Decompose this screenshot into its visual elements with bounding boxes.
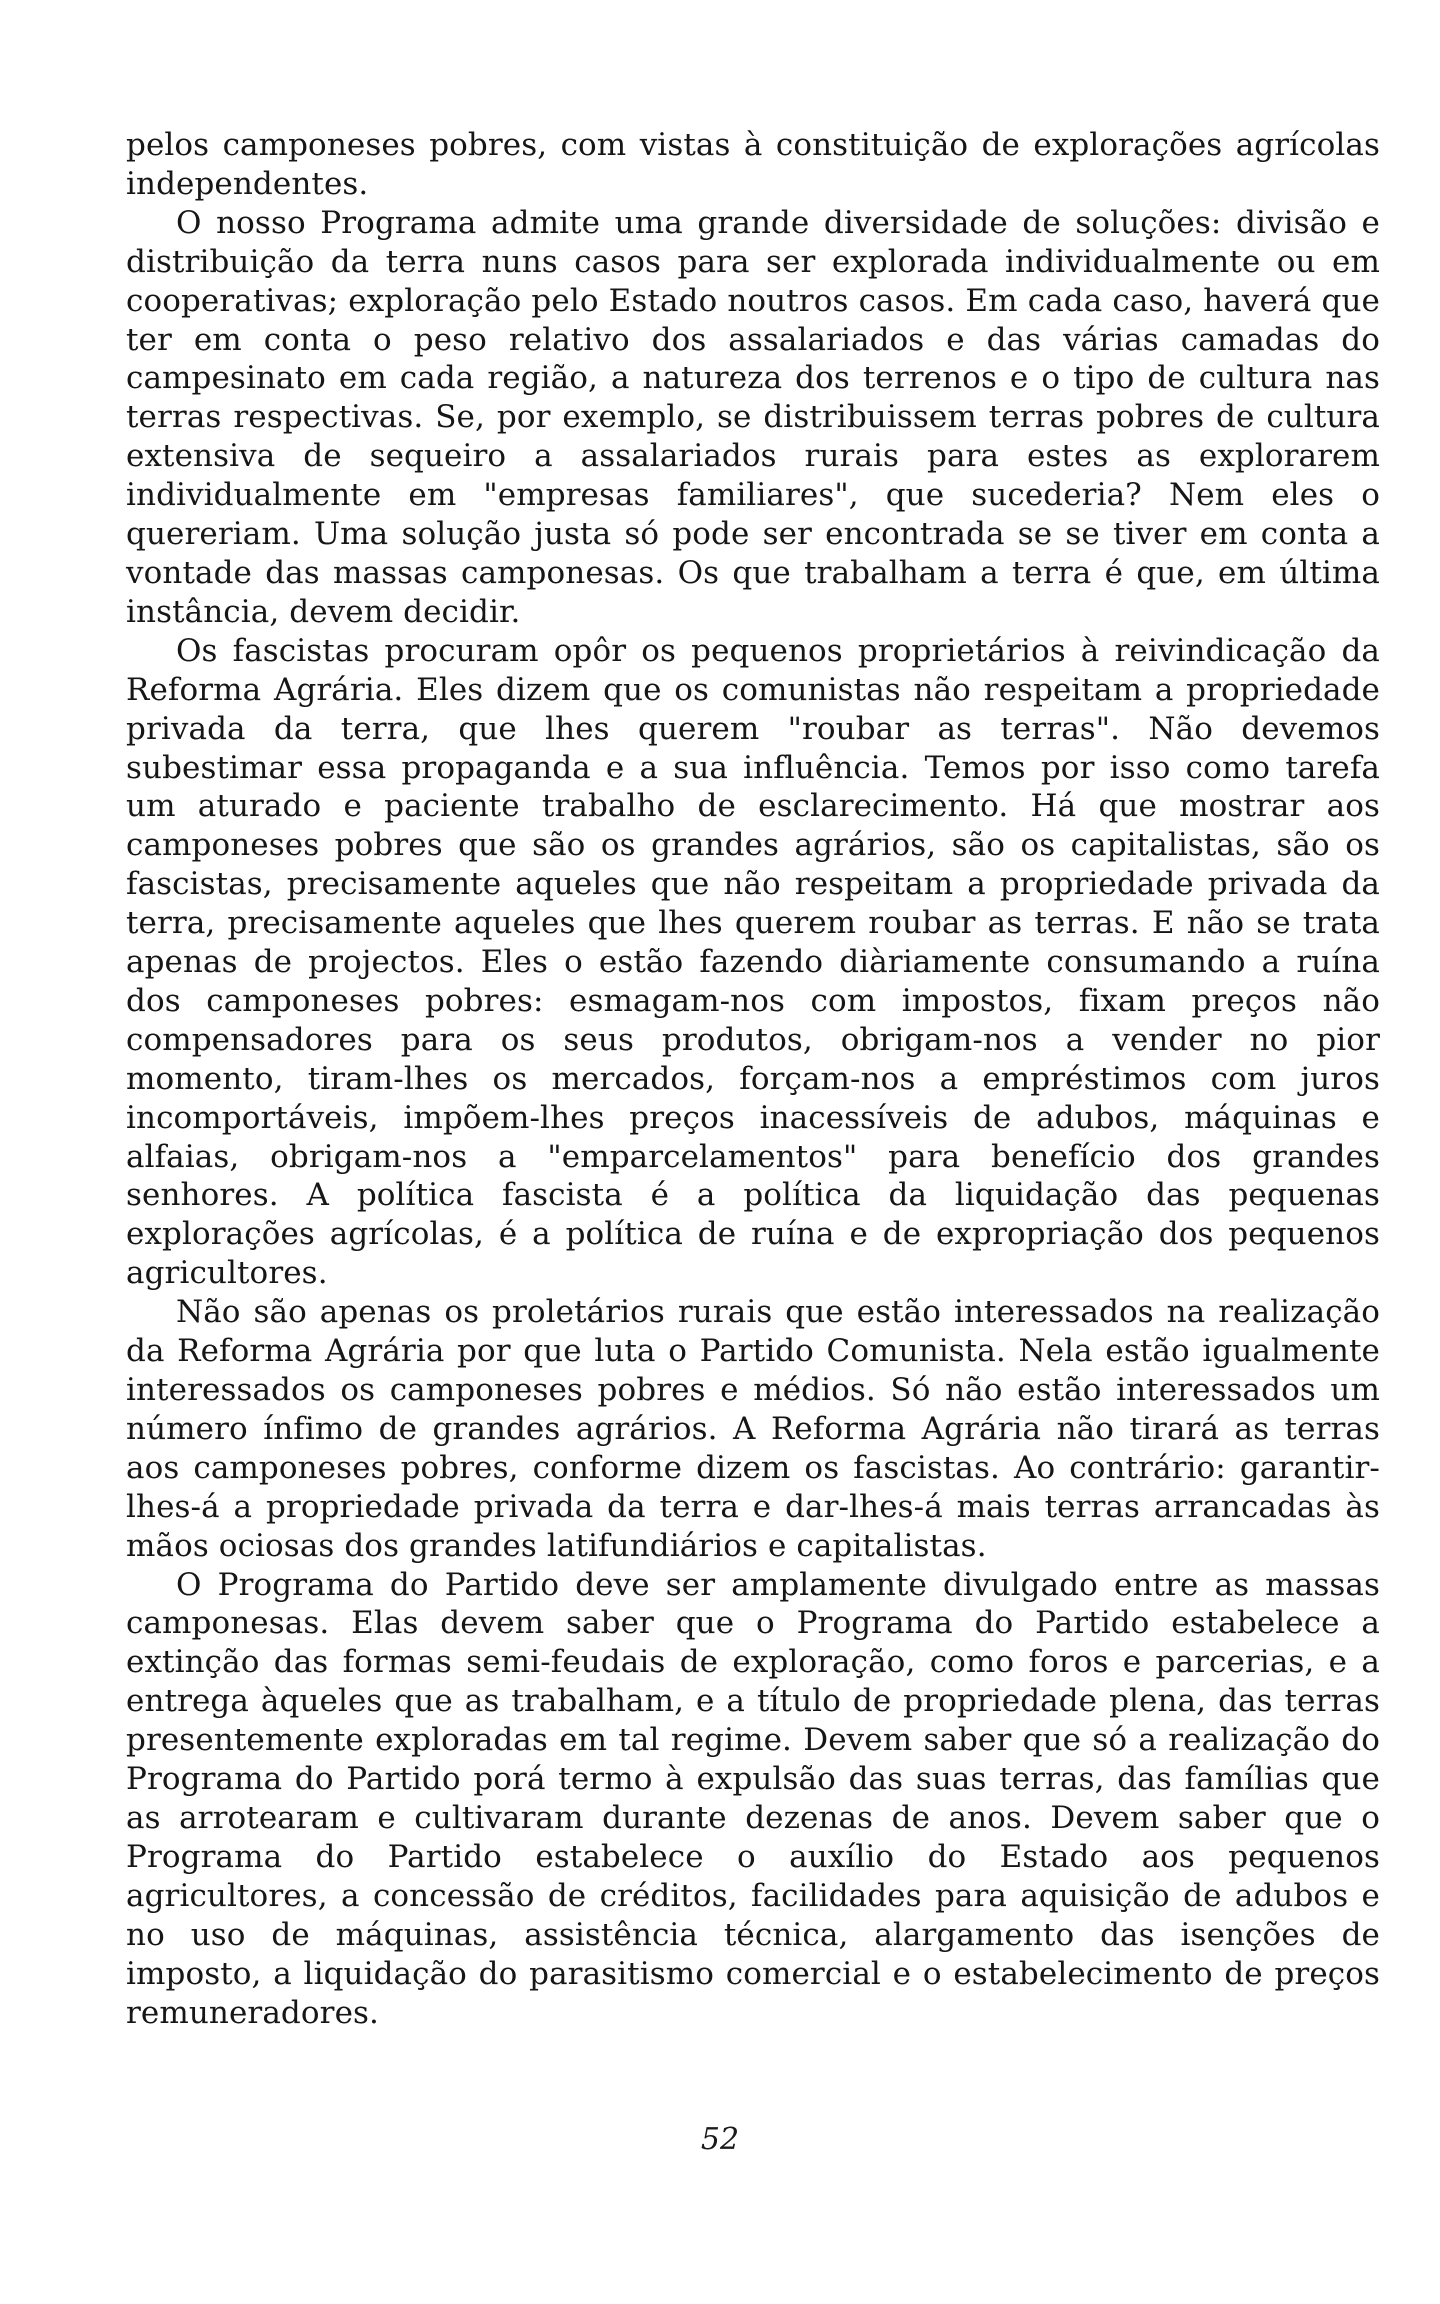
paragraph-2: O nosso Programa admite uma grande diversidade de soluções: divisão e distribuição da terra nuns casos para ser explorada individualmente ou em cooperativas; exploração pelo Estado noutros casos. Em cada caso, haverá que ter em conta o peso relativo dos assalariados e das várias camadas do campesinato em cada região, a natureza dos terrenos e o tipo de cultura nas terras respectivas. Se, por exemplo, se distribuissem terras pobres de cultura extensiva de sequeiro a assalariados rurais para estes as explorarem individualmente em "empresas familiares", que sucederia? Nem eles o quereriam. Uma solução justa só pode ser encontrada se se tiver em conta a vontade das massas camponesas. Os que trabalham a terra é que, em última instância, devem decidir. xyxy=(126,204,1380,630)
body-text xyxy=(126,126,1380,2032)
paragraph-3: Os fascistas procuram opôr os pequenos proprietários à reivindicação da Reforma Agrária. Eles dizem que os comunistas não respeitam a propriedade privada da terra, que lhes querem "roubar as terras". Não devemos subestimar essa propaganda e a sua influência. Temos por isso como tarefa um aturado e paciente trabalho de esclarecimento. Há que mostrar aos camponeses pobres que são os grandes agrários, são os capitalistas, são os fascistas, precisamente aqueles que não respeitam a propriedade privada da terra, precisamente aqueles que lhes querem roubar as terras. E não se trata apenas de projectos. Eles o estão fazendo diàriamente consumando a ruína dos camponeses pobres: esmagam-nos com impostos, fixam preços não compensadores para os seus produtos, obrigam-nos a vender no pior momento, tiram-lhes os mercados, forçam-nos a empréstimos com juros incomportáveis, impõem-lhes preços inacessíveis de adubos, máquinas e alfaias, obrigam-nos a "emparcelamentos" para benefício dos grandes senhores. A política fascista é a política da liquidação das pequenas explorações agrícolas, é a política de ruína e de expropriação dos pequenos agricultores. xyxy=(126,632,1380,1292)
paragraph-1: pelos camponeses pobres, com vistas à constituição de explorações agrícolas independentes. xyxy=(126,127,1380,202)
paragraph-4: Não são apenas os proletários rurais que estão interessados na realização da Reforma Agrária por que luta o Partido Comunista. Nela estão igualmente interessados os camponeses pobres e médios. Só não estão interessados um número ínfimo de grandes agrários. A Reforma Agrária não tirará as terras aos camponeses pobres, conforme dizem os fascistas. Ao contrário: garantir-lhes-á a propriedade privada da terra e dar-lhes-á mais terras arrancadas às mãos ociosas dos grandes latifundiários e capitalistas. xyxy=(126,1294,1380,1564)
page-number: 52 xyxy=(700,2122,740,2157)
paragraph-5: O Programa do Partido deve ser amplamente divulgado entre as massas camponesas. Elas devem saber que o Programa do Partido estabelece a extinção das formas semi-feudais de exploração, como foros e parcerias, e a entrega àqueles que as trabalham, e a título de propriedade plena, das terras presentemente exploradas em tal regime. Devem saber que só a realização do Programa do Partido porá termo à expulsão das suas terras, das famílias que as arrotearam e cultivaram durante dezenas de anos. Devem saber que o Programa do Partido estabelece o auxílio do Estado aos pequenos agricultores, a concessão de créditos, facilidades para aquisição de adubos e no uso de máquinas, assistência técnica, alargamento das isenções de imposto, a liquidação do parasitismo comercial e o estabelecimento de preços remuneradores. xyxy=(126,1566,1380,2031)
